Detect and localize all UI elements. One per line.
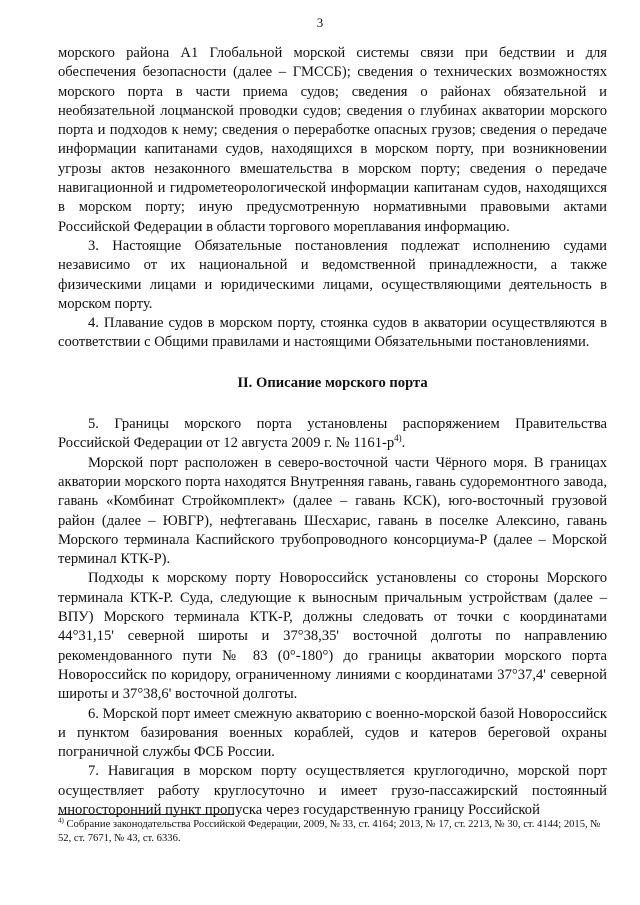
- paragraph-5-end: .: [401, 435, 406, 452]
- paragraph-continuation: морского района А1 Глобальной морской системы связи при бедствии и для обеспечения безопасности (далее – ГМССБ); сведения о технических возможностях морского порта в части приема судов; сведения о районах обязательной и необязательной лоцманской проводки судов; сведения о глубинах акватории морского порта и подходов к нему; сведения о переработке опасных грузов; сведения о передаче информации капитанами судов, находящихся в морском порту, при возникновении угрозы актов незаконного вмешательства в морском порту; сведения о передаче навигационной и гидрометеорологической информации капитанам судов, находящихся в морском порту; иную предусмотренную нормативными правовыми актами Российской Федерации в области торгового мореплавания информацию.: [58, 45, 607, 235]
- paragraph-6: 6. Морской порт имеет смежную акваторию с военно-морской базой Новороссийск и пунктом базирования военных кораблей, судов и катеров береговой охраны пограничной службы ФСБ России.: [58, 705, 607, 761]
- paragraph-5-text: 5. Границы морского порта установлены распоряжением Правительства Российской Федерации от 12 августа 2009 г. № 1161-р: [58, 416, 607, 452]
- paragraph-port-location: Морской порт расположен в северо-восточной части Чёрного моря. В границах акватории морского порта находятся Внутренняя гавань, гавань судоремонтного завода, гавань «Комбинат Стройкомплект» (далее – гавань КСК), юго-восточный грузовой район (далее – ЮВГР), нефтегавань Шесхарис, гавань в поселке Алексино, гавань Морского терминала Каспийского трубопроводного консорциума-Р (далее – Морской терминал КТК-Р).: [58, 454, 607, 568]
- footnote-text: Собрание законодательства Российской Федерации, 2009, № 33, ст. 4164; 2013, № 17, ст. 2213, № 30, ст. 4144; 2015, № 52, ст. 7671, № 43, ст. 6336.: [58, 819, 601, 844]
- document-body: [58, 44, 607, 820]
- paragraph-approaches: Подходы к морскому порту Новороссийск установлены со стороны Морского терминала КТК-Р. Суда, следующие к выносным причальным устройствам (далее – ВПУ) Морского терминала КТК-Р, должны следовать от точки с координатами 44°31,15' северной широты и 37°38,35' восточной долготы по направлению рекомендованного пути № 83 (0°-180°) до границы акватории морского порта Новороссийск по коридору, ограниченному линиями с координатами 37°37,4' северной широты и 37°38,6' восточной долготы.: [58, 570, 607, 703]
- footnote-marker: 4): [58, 816, 64, 825]
- section-heading: II. Описание морского порта: [237, 374, 428, 391]
- paragraph-4: 4. Плавание судов в морском порту, стоянка судов в акватории осуществляются в соответствии с Общими правилами и настоящими Обязательными постановлениями.: [58, 315, 607, 351]
- footnote-divider: [58, 814, 234, 815]
- page-number: 3: [316, 15, 324, 30]
- paragraph-7: 7. Навигация в морском порту осуществляется круглогодично, морской порт осуществляет работу круглосуточно и имеет грузо-пассажирский постоянный многосторонний пункт пропуска через государственную границу Российской: [58, 763, 607, 818]
- footnote: [58, 818, 607, 845]
- paragraph-3: 3. Настоящие Обязательные постановления подлежат исполнению судами независимо от их национальной и ведомственной принадлежности, а также физическими лицами и юридическими лицами, осуществляющими деятельность в морском порту.: [58, 237, 607, 312]
- paragraph-5: [58, 415, 607, 454]
- footnote-reference: 4): [394, 433, 402, 444]
